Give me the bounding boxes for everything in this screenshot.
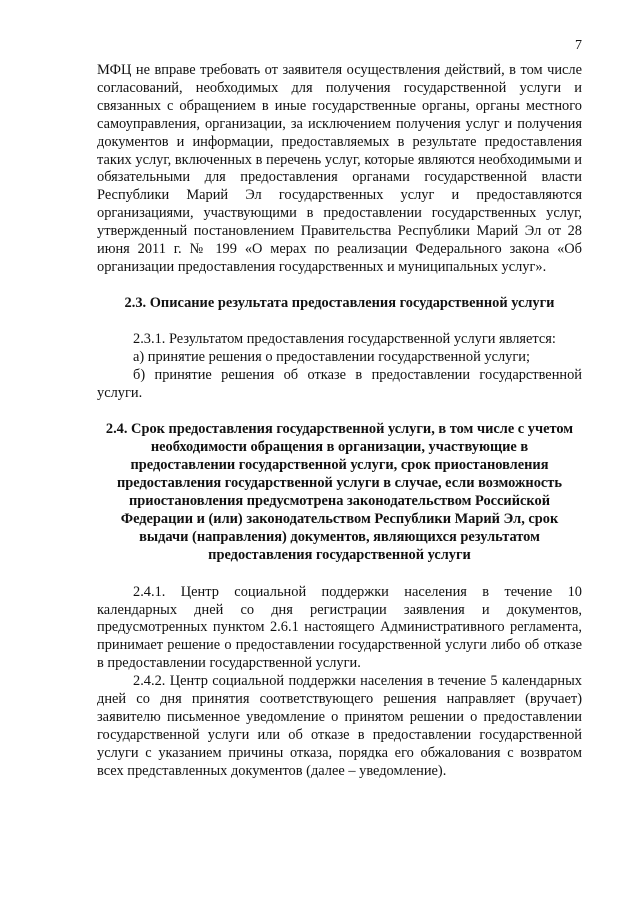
section-2-4-1-paragraph: 2.4.1. Центр социальной поддержки населения в течение 10 календарных дней со дня регистрации заявления и документов, предусмотренных пунктом 2.6.1 настоящего Административного регламента, принимает решение о предоставлении государственной услуги либо об отказе в предоставлении государственной услуги. [97,583,582,672]
section-2-3-item-b: б) принятие решения об отказе в предоставлении государственной услуги. [97,366,582,401]
section-2-4-2-paragraph: 2.4.2. Центр социальной поддержки населения в течение 5 календарных дней со дня принятия соответствующего решения направляет (вручает) заявителю письменное уведомление о принятом решении о предоставлении государственной услуги или об отказе в предоставлении государственной услуги с указанием причины отказа, порядка его обжалования с возвратом всех представленных документов (далее – уведомление). [97,673,582,779]
page-number: 7 [575,38,582,53]
section-2-3-heading: 2.3. Описание результата предоставления государственной услуги [124,294,555,311]
section-2-4-heading: 2.4. Срок предоставления государственной услуги, в том числе с учетом необходимости обращения в организации, участвующие в предоставлении государственной услуги, срок приостановления предоставления государственной услуги в случае, если возможность приостановления предусмотрена законодательством Российской Федерации и (или) законодательством Республики Марий Эл, срок выдачи (направления) документов, являющихся результатом предоставления государственной услуги [105,421,574,563]
section-2-3-item-a: а) принятие решения о предоставлении государственной услуги; [133,348,530,365]
intro-paragraph: МФЦ не вправе требовать от заявителя осуществления действий, в том числе согласований, необходимых для получения государственной услуги и связанных с обращением в иные государственные органы, органы местного самоуправления, организации, за исключением получения услуг и получения документов и информации, предоставляемых в результате предоставления таких услуг, включенных в перечень услуг, которые являются необходимыми и обязательными для предоставления органами государственной власти Республики Марий Эл государственных услуг и предоставляются организациями, участвующими в предоставлении государственных услуг, утвержденный постановлением Правительства Республики Марий Эл от 28 июня 2011 г. № 199 «О мерах по реализации Федерального закона «Об организации предоставления государственных и муниципальных услуг». [97,62,582,275]
section-2-3-1-paragraph: 2.3.1. Результатом предоставления государственной услуги является: [133,330,556,347]
page-content [97,62,582,781]
